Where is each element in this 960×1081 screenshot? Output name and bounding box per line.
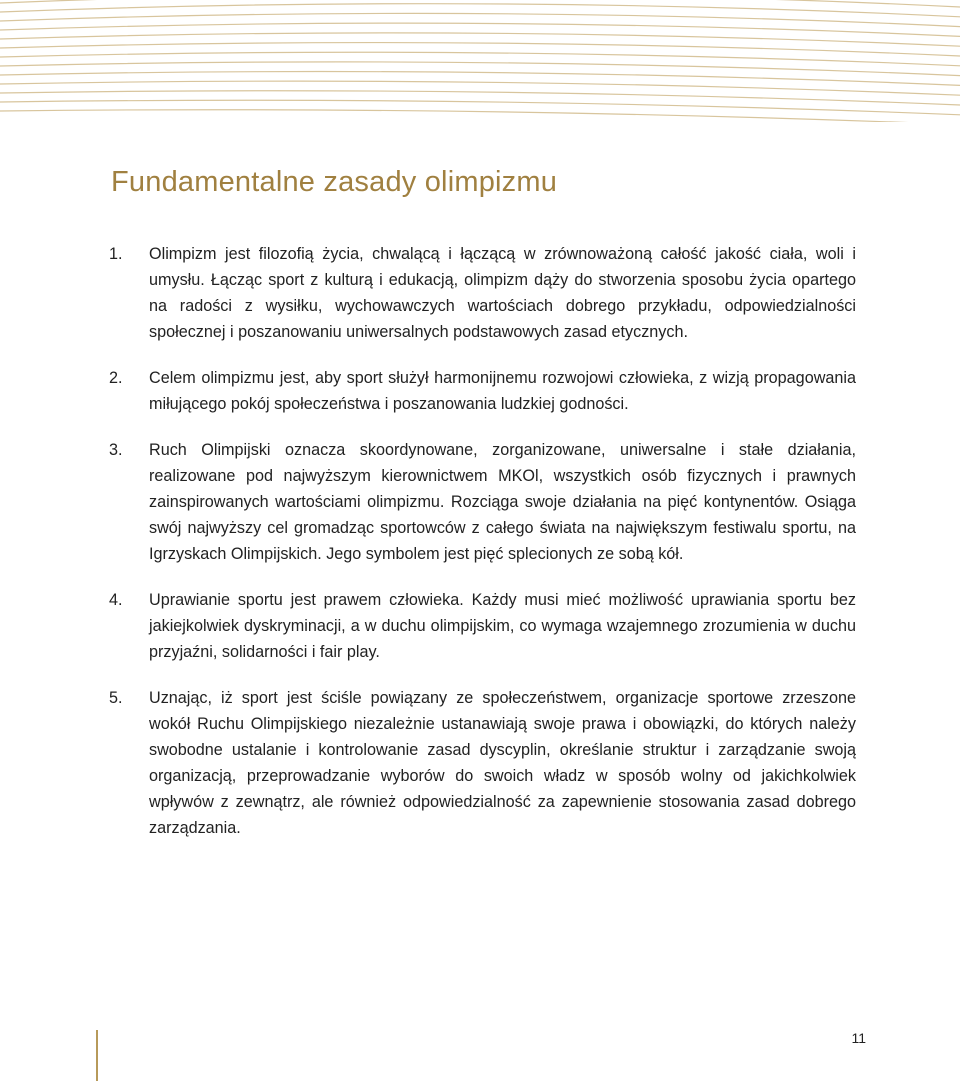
list-item-number: 4. — [109, 591, 123, 609]
decorative-line — [0, 62, 960, 76]
decorative-line — [0, 23, 960, 36]
decorative-line — [0, 91, 960, 105]
list-item-text: Ruch Olimpijski oznacza skoordynowane, zorganizowane, uniwersalne i stałe działania, realizowane pod najwyższym kierownictwem MKOl, wszystkich osób fizycznych i prawnych zainspirowanych wartościami olimpizmu. Rozciąga swoje działania na pięć kontynentów. Osiąga swój najwyższy cel gromadząc sportowców z całego świata na największym festiwalu sportu, na Igrzyskach Olimpijskich. Jego symbolem jest pięć splecionych ze sobą kół. — [149, 441, 856, 563]
list-item — [109, 437, 856, 567]
list-item-number: 3. — [109, 441, 123, 459]
decorative-header-lines — [0, 0, 960, 122]
list-item-text: Olimpizm jest filozofią życia, chwalącą i łączącą w zrównoważoną całość jakość ciała, woli i umysłu. Łącząc sport z kulturą i edukacją, olimpizm dąży do stworzenia sposobu życia opartego na radości z wysiłku, wychowawczych wartościach dobrego przykładu, odpowiedzialności społecznej i poszanowaniu uniwersalnych podstawowych zasad etycznych. — [149, 245, 856, 341]
list-item-number: 1. — [109, 245, 123, 263]
list-item-text: Uprawianie sportu jest prawem człowieka. Każdy musi mieć możliwość uprawiania sportu bez jakiejkolwiek dyskryminacji, a w duchu olimpijskim, co wymaga wzajemnego zrozumienia w duchu przyjaźni, solidarności i fair play. — [149, 591, 856, 661]
list-item-number: 5. — [109, 689, 123, 707]
footer-divider — [96, 1030, 98, 1081]
page-number: 11 — [851, 1030, 866, 1046]
list-item — [109, 241, 856, 345]
list-item-number: 2. — [109, 369, 123, 387]
decorative-line — [0, 110, 960, 122]
list-item — [109, 365, 856, 417]
list-item — [109, 587, 856, 665]
list-item-text: Celem olimpizmu jest, aby sport służył harmonijnemu rozwojowi człowieka, z wizją propagowania miłującego pokój społeczeństwa i poszanowania ludzkiej godności. — [149, 369, 856, 413]
decorative-line — [0, 13, 960, 26]
decorative-line — [0, 72, 960, 86]
decorative-line — [0, 81, 960, 95]
decorative-line — [0, 4, 960, 17]
principles-list — [109, 241, 856, 861]
decorative-line — [0, 100, 960, 115]
list-item — [109, 685, 856, 841]
list-item-text: Uznając, iż sport jest ściśle powiązany ze społeczeństwem, organizacje sportowe zrzeszone wokół Ruchu Olimpijskiego niezależnie ustanawiają swoje prawa i obowiązki, do których należy swobodne ustalanie i kontrolowanie zasad dyscyplin, określanie struktur i zarządzanie swoją organizacją, przeprowadzanie wyborów do swoich władz w sposób wolny od jakichkolwiek wpływów z zewnątrz, ale również odpowiedzialność za zapewnienie stosowania zasad dobrego zarządzania. — [149, 689, 856, 837]
page-title: Fundamentalne zasady olimpizmu — [111, 166, 558, 198]
